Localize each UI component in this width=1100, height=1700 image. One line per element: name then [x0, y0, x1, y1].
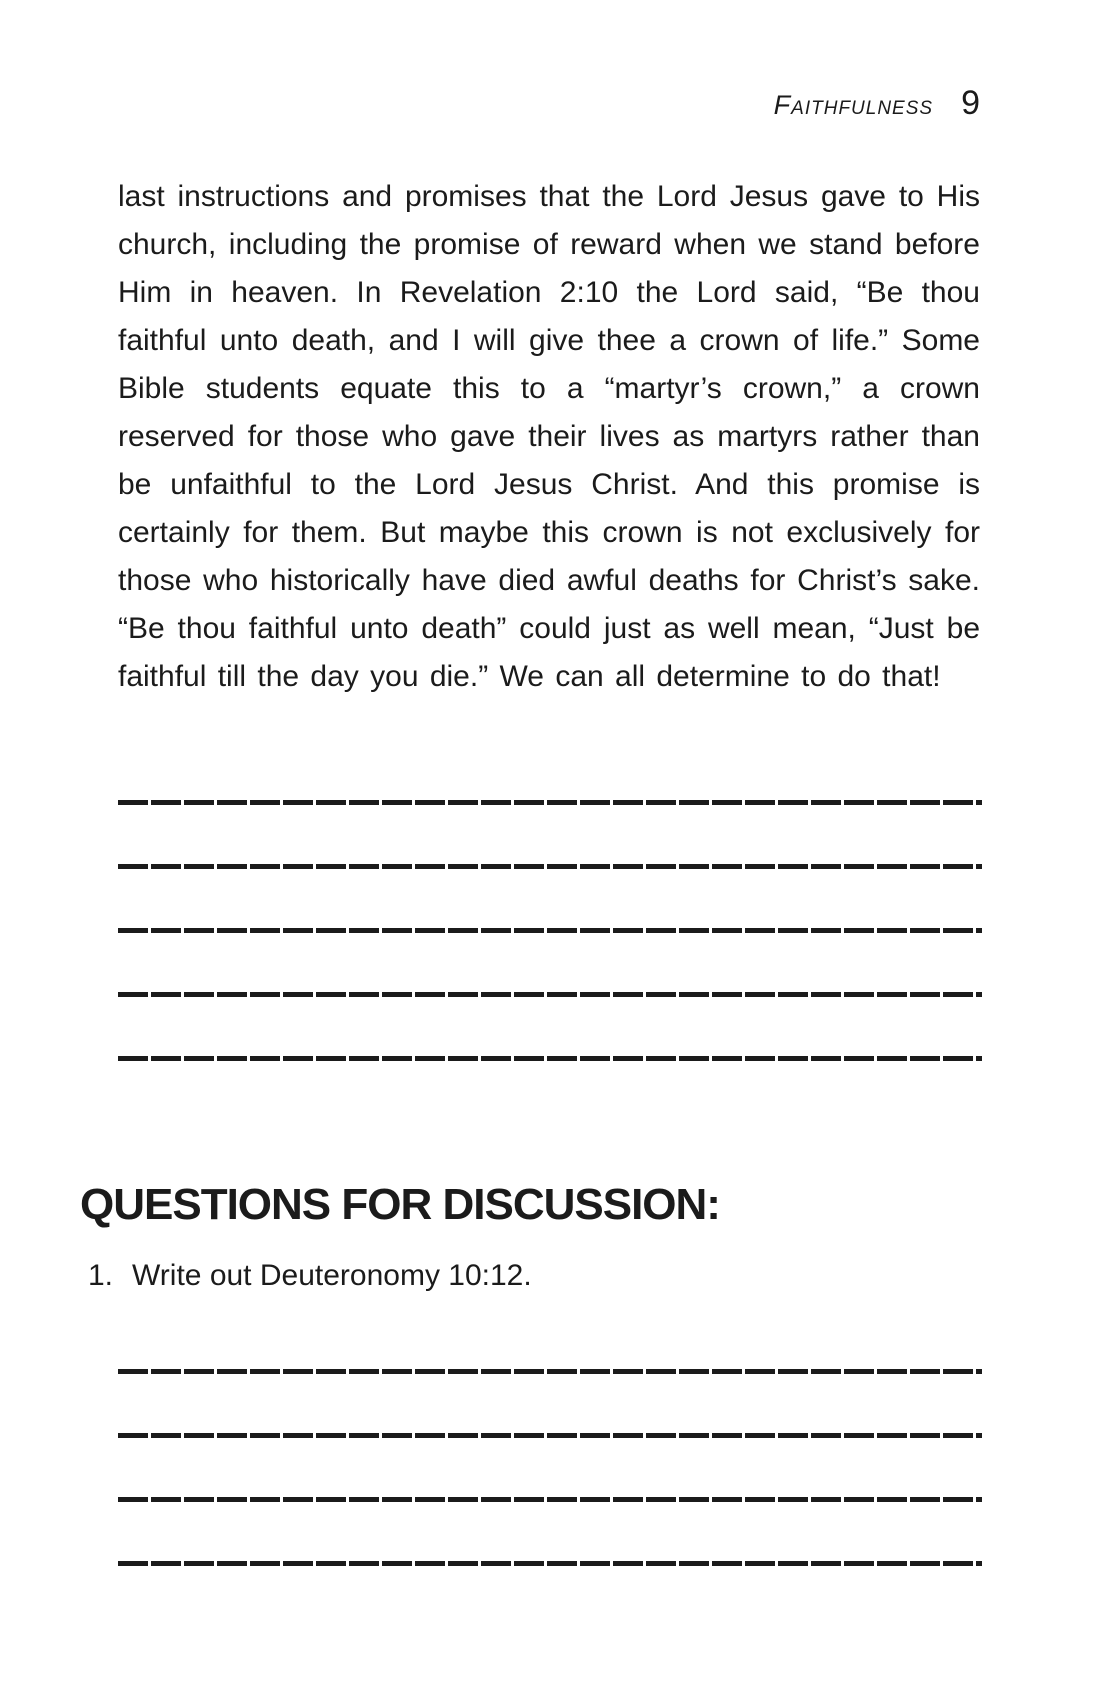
answer-line-bottom-3: [118, 1497, 982, 1502]
running-header: [118, 84, 980, 123]
answer-line-top-3: [118, 928, 982, 933]
answer-line-bottom-4: [118, 1561, 982, 1566]
answer-line-top-1: [118, 800, 982, 805]
question-number: 1.: [88, 1259, 114, 1292]
answer-line-bottom-2: [118, 1433, 982, 1438]
answer-line-top-2: [118, 864, 982, 869]
section-heading: QUESTIONS FOR DISCUSSION:: [80, 1180, 720, 1229]
answer-line-top-4: [118, 992, 982, 997]
question-text: Write out Deuteronomy 10:12.: [132, 1259, 532, 1292]
page-number: 9: [961, 84, 980, 122]
answer-line-top-5: [118, 1056, 982, 1061]
body-paragraph: last instructions and promises that the Lord Jesus gave to His church, including the promise of reward when we stand before Him in heaven. In Revelation 2:10 the Lord said, “Be thou faithful unto death, and I will give thee a crown of life.” Some Bible students equate this to a “martyr’s crown,” a crown reserved for those who gave their lives as martyrs rather than be unfaithful to the Lord Jesus Christ. And this promise is certainly for them. But maybe this crown is not exclusively for those who historically have died awful deaths for Christ’s sake. “Be thou faithful unto death” could just as well mean, “Just be faithful till the day you die.” We can all determine to do that!: [118, 180, 980, 693]
running-title: Faithfulness: [773, 90, 934, 120]
question-item-1: [88, 1256, 968, 1296]
answer-line-bottom-1: [118, 1369, 982, 1374]
